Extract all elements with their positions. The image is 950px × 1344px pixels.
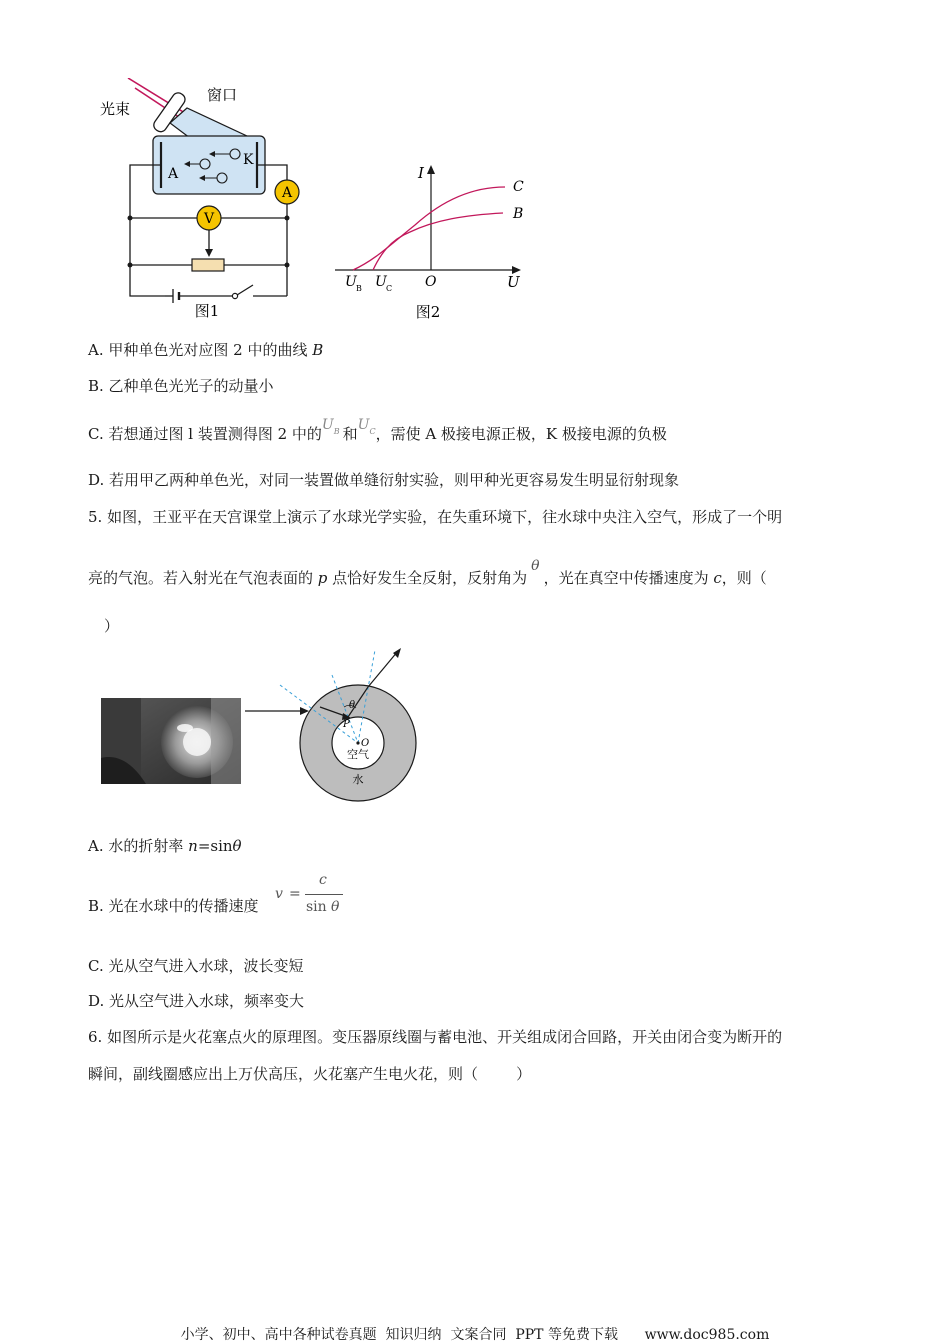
formula-den-sin: sin [306, 899, 327, 915]
formula-numerator: c [319, 872, 327, 888]
figure1-circuit [95, 78, 310, 323]
q4-option-a-tail: B [312, 341, 324, 359]
q4-option-c-pre: C. 若想通过图 l 装置测得图 2 中的 [88, 425, 322, 443]
q5-c-symbol: c [713, 569, 722, 587]
diagram-o-label: O [361, 738, 370, 749]
axis-label-U: U [507, 273, 520, 291]
water-ball-photo [101, 698, 241, 784]
q4-ub-symbol: U [321, 417, 334, 433]
figure1-caption: 图1 [194, 302, 220, 320]
q5-option-a [88, 836, 242, 856]
q4-uc-symbol: U [357, 417, 370, 433]
window-label: 窗口 [207, 86, 238, 104]
q5-line2-mid: 点恰好发生全反射，反射角为 [327, 569, 528, 587]
diagram-air-label: 空气 [347, 748, 369, 761]
ammeter-label: A [281, 185, 293, 201]
diagram-theta-label: θ [349, 700, 356, 711]
q4-option-c [88, 417, 667, 447]
q5-line2-pre: 亮的气泡。若入射光在气泡表面的 [88, 569, 318, 587]
q5-line2-post: ，光在真空中传播速度为 [543, 569, 714, 587]
q4-option-c-post: ，需使 A 极接电源正极，K 极接电源的负极 [375, 425, 667, 443]
q5-option-a-theta: θ [232, 837, 242, 855]
q6-stem-line2: 瞬间，副线圈感应出上万伏高压，火花塞产生电火花，则（ ） [88, 1065, 532, 1083]
UB-label: U [345, 274, 357, 290]
q5-option-a-n: n [188, 837, 198, 855]
fraction-bar [305, 894, 343, 895]
formula-den-theta: θ [331, 899, 340, 915]
q5-option-b [88, 896, 259, 916]
axis-label-I: I [418, 164, 424, 182]
origin-label: O [425, 274, 437, 290]
q5-stem-line1: 5. 如图，王亚平在天宫课堂上演示了水球光学实验，在失重环境下，往水球中央注入空气，形成了一个明 [88, 508, 783, 526]
q5-option-a-pre: A. 水的折射率 [88, 837, 189, 855]
beam-label: 光束 [100, 100, 131, 118]
figure2-iu-graph [335, 160, 530, 325]
q5-stem-line3: ） [104, 617, 120, 635]
q5-option-a-post: =sin [197, 837, 233, 855]
q4-option-d: D. 若用甲乙两种单色光，对同一装置做单缝衍射实验，则甲种光更容易发生明显衍射现象 [88, 471, 680, 489]
q4-uc-sub: C [369, 427, 376, 436]
q5-point-p: p [317, 569, 328, 587]
page-footer[interactable]: 小学、初中、高中各种试卷真题 知识归纳 文案合同 PPT 等免费下载 www.doc985.com [180, 1327, 770, 1343]
figure2-caption: 图2 [415, 303, 441, 321]
curve-B-label: B [513, 206, 524, 222]
q4-option-c-mid: 和 [342, 425, 358, 443]
UB-subscript: B [356, 284, 362, 293]
anode-label: A [168, 166, 179, 182]
curve-B [373, 213, 503, 270]
cathode-label: K [243, 152, 254, 168]
q6-stem-line1: 6. 如图所示是火花塞点火的原理图。变压器原线圈与蓄电池、开关组成闭合回路，开关由闭合变为断开的 [88, 1028, 783, 1046]
diagram-p-label: P [343, 719, 350, 730]
formula-eq: = [289, 886, 301, 902]
q5-option-b-pre: B. 光在水球中的传播速度 [88, 897, 259, 915]
q5-option-c: C. 光从空气进入水球，波长变短 [88, 957, 304, 975]
q4-option-b: B. 乙种单色光光子的动量小 [88, 377, 274, 395]
q4-ub-sub: B [333, 427, 340, 436]
q5-option-b-formula [273, 872, 363, 922]
q5-option-d: D. 光从空气进入水球，频率变大 [88, 992, 305, 1010]
formula-v: v [275, 886, 283, 902]
curve-C [353, 187, 505, 270]
diagram-water-label: 水 [352, 773, 364, 786]
UC-subscript: C [386, 284, 393, 293]
UC-label: U [375, 274, 387, 290]
q5-line2-end: ，则（ [721, 569, 767, 587]
q4-option-a [88, 340, 323, 360]
rheostat [192, 259, 224, 271]
voltmeter-label: V [203, 211, 215, 227]
q5-stem-line2 [88, 558, 767, 589]
q5-theta-symbol: θ [531, 558, 540, 574]
curve-C-label: C [513, 179, 524, 195]
water-ball-diagram [270, 645, 430, 805]
q4-option-a-text: A. 甲种单色光对应图 2 中的曲线 [88, 341, 313, 359]
